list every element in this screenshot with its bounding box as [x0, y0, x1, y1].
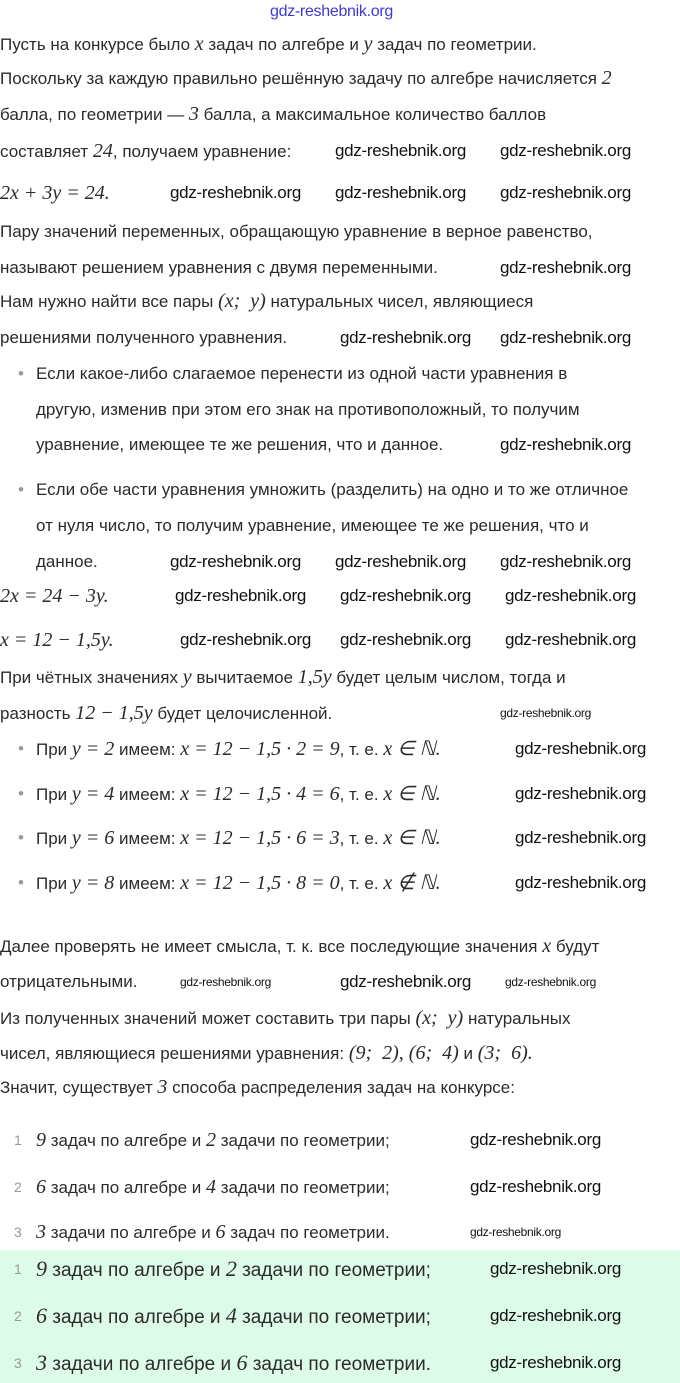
text-segment: задачи по геометрии;: [216, 1131, 390, 1150]
math-expression: 6: [36, 1176, 46, 1198]
text-segment: При: [36, 829, 72, 848]
text-segment: При: [36, 740, 72, 759]
text-segment: натуральных: [463, 1009, 571, 1028]
math-expression: 2x + 3y = 24.: [0, 182, 110, 204]
text-segment: отрицательными.: [0, 972, 138, 991]
watermark: gdz-reshebnik.org: [180, 630, 311, 649]
bullet-icon: •: [18, 828, 24, 847]
text-line: [36, 551, 98, 573]
list-number: 3: [14, 1224, 22, 1240]
math-expression: 6: [36, 1303, 47, 1328]
watermark: gdz-reshebnik.org: [500, 183, 631, 202]
math-expression: 9: [36, 1256, 47, 1281]
text-line: [0, 257, 438, 279]
text-segment: разность: [0, 704, 76, 723]
text-line: [36, 434, 443, 456]
text-segment: задачи по геометрии;: [216, 1178, 390, 1197]
watermark: gdz-reshebnik.org: [515, 739, 646, 758]
watermark: gdz-reshebnik.org: [515, 873, 646, 892]
list-number: 2: [14, 1308, 22, 1324]
text-line: [0, 182, 110, 205]
math-expression: 3: [36, 1221, 46, 1243]
watermark: gdz-reshebnik.org: [500, 706, 591, 720]
list-item: [14, 1350, 431, 1376]
math-expression: y = 4: [71, 783, 115, 805]
watermark: gdz-reshebnik.org: [175, 586, 306, 605]
text-segment: задач по геометрии.: [372, 35, 537, 54]
text-segment: Из полученных значений может составить три пары: [0, 1009, 416, 1028]
math-expression: 6: [236, 1350, 248, 1375]
text-segment: будет целым числом, тогда и: [331, 668, 566, 687]
math-expression: y = 6: [71, 827, 115, 849]
watermark: gdz-reshebnik.org: [335, 183, 466, 202]
math-expression: 3: [157, 1076, 168, 1098]
text-segment: Поскольку за каждую правильно решённую задачу по алгебре начисляется: [0, 69, 602, 88]
text-segment: имеем:: [114, 874, 181, 893]
watermark: gdz-reshebnik.org: [490, 1353, 621, 1372]
text-segment: будут: [551, 937, 600, 956]
math-expression: x: [194, 33, 204, 55]
text-segment: будет целочисленной.: [152, 704, 333, 723]
watermark: gdz-reshebnik.org: [170, 183, 301, 202]
list-item: [14, 1303, 431, 1329]
text-segment: составляет: [0, 142, 93, 161]
math-expression: 2: [206, 1129, 216, 1151]
text-segment: Значит, существует: [0, 1078, 158, 1097]
bullet-icon: •: [18, 873, 24, 892]
list-item: [14, 1221, 390, 1244]
bullet-icon: •: [18, 480, 24, 499]
watermark: gdz-reshebnik.org: [515, 828, 646, 847]
text-segment: Пусть на конкурсе было: [0, 35, 195, 54]
text-segment: вычитаемое: [191, 668, 298, 687]
math-expression: 6: [215, 1221, 226, 1243]
text-line: [0, 327, 287, 349]
math-expression: 4: [206, 1176, 216, 1198]
text-segment: имеем:: [114, 829, 181, 848]
list-item: [14, 1129, 390, 1152]
text-segment: чисел, являющиеся решениями уравнения:: [0, 1044, 349, 1063]
text-segment: При: [36, 785, 72, 804]
text-segment: , т. е.: [339, 740, 384, 759]
watermark: gdz-reshebnik.org: [170, 552, 301, 571]
bullet-icon: •: [18, 784, 24, 803]
math-expression: (x; y): [415, 1007, 464, 1029]
math-expression: y: [363, 33, 373, 55]
watermark: gdz-reshebnik.org: [340, 630, 471, 649]
math-expression: 2x = 24 − 3y.: [0, 585, 109, 607]
text-line: [0, 666, 566, 689]
text-segment: Если какое-либо слагаемое перенести из одной части уравнения в: [36, 364, 568, 383]
text-segment: задачи по алгебре и: [46, 1223, 216, 1242]
watermark: gdz-reshebnik.org: [500, 552, 631, 571]
text-line: [0, 33, 537, 56]
text-segment: Пару значений переменных, обращающую уравнение в верное равенство,: [0, 222, 593, 241]
bullet-item: [18, 827, 441, 850]
math-expression: 3: [36, 1350, 47, 1375]
list-number: 1: [14, 1261, 22, 1277]
watermark: gdz-reshebnik.org: [505, 975, 596, 989]
math-expression: 3: [188, 103, 199, 125]
list-number: 1: [14, 1132, 22, 1148]
list-item: [14, 1256, 431, 1282]
watermark: gdz-reshebnik.org: [490, 1306, 621, 1325]
watermark: gdz-reshebnik.org: [340, 328, 471, 347]
text-line: [36, 515, 589, 537]
watermark: gdz-reshebnik.org: [470, 1225, 561, 1239]
math-expression: 12 − 1,5y: [75, 702, 153, 724]
math-expression: (x; y): [218, 290, 266, 312]
text-segment: Далее проверять не имеет смысла, т. к. все последующие значения: [0, 937, 543, 956]
text-line: [0, 1076, 515, 1099]
watermark: gdz-reshebnik.org: [335, 552, 466, 571]
text-segment: задачи по геометрии;: [236, 1307, 431, 1328]
text-segment: задачи по геометрии;: [236, 1260, 431, 1281]
watermark: gdz-reshebnik.org: [500, 258, 631, 277]
text-segment: При: [36, 874, 72, 893]
watermark: gdz-reshebnik.org: [500, 435, 631, 454]
watermark: gdz-reshebnik.org: [500, 328, 631, 347]
math-expression: x = 12 − 1,5y.: [0, 629, 114, 651]
text-segment: задачи по алгебре и: [47, 1354, 237, 1375]
bullet-item: [18, 363, 568, 385]
text-segment: задач по геометрии.: [225, 1223, 390, 1242]
math-expression: y: [182, 666, 192, 688]
text-segment: задач по алгебре и: [47, 1260, 226, 1281]
math-expression: 9: [36, 1129, 46, 1151]
text-segment: другую, изменив при этом его знак на противоположный, то получим: [36, 400, 580, 419]
text-line: [0, 1042, 533, 1065]
text-line: [0, 585, 109, 608]
math-expression: (3; 6).: [477, 1042, 533, 1064]
math-expression: (9; 2), (6; 4): [348, 1042, 459, 1064]
watermark: gdz-reshebnik.org: [340, 972, 471, 991]
text-segment: задач по алгебре и: [46, 1178, 206, 1197]
watermark: gdz-reshebnik.org: [505, 586, 636, 605]
text-segment: , т. е.: [339, 874, 384, 893]
bullet-item: [18, 783, 441, 806]
list-item: [14, 1176, 390, 1199]
text-line: [0, 629, 114, 652]
math-expression: y = 2: [71, 738, 115, 760]
text-line: [0, 1007, 571, 1030]
text-segment: задач по алгебре и: [47, 1307, 226, 1328]
watermark: gdz-reshebnik.org: [490, 1259, 621, 1278]
text-line: [0, 702, 332, 725]
text-segment: Нам нужно найти все пары: [0, 292, 219, 311]
math-expression: 1,5y: [297, 666, 332, 688]
watermark: gdz-reshebnik.org: [340, 586, 471, 605]
math-expression: x = 12 − 1,5 · 8 = 0: [180, 872, 340, 894]
text-line: [0, 935, 599, 958]
math-expression: x = 12 − 1,5 · 4 = 6: [180, 783, 340, 805]
math-expression: x = 12 − 1,5 · 2 = 9: [180, 738, 340, 760]
text-segment: задач по геометрии.: [247, 1354, 431, 1375]
text-segment: уравнение, имеющее те же решения, что и данное.: [36, 435, 444, 454]
text-segment: При чётных значениях: [0, 668, 183, 687]
math-expression: 24: [92, 140, 113, 162]
text-segment: , т. е.: [339, 829, 384, 848]
text-line: [36, 399, 580, 421]
bullet-icon: •: [18, 364, 24, 383]
text-segment: задач по алгебре и: [46, 1131, 206, 1150]
text-segment: от нуля число, то получим уравнение, имеющее те же решения, что и: [36, 516, 589, 535]
text-line: [0, 67, 612, 90]
text-segment: Если обе части уравнения умножить (разделить) на одно и то же отличное: [36, 480, 629, 499]
watermark: gdz-reshebnik.org: [335, 141, 466, 160]
watermark: gdz-reshebnik.org: [500, 141, 631, 160]
bullet-item: [18, 479, 629, 501]
bullet-item: [18, 872, 441, 895]
watermark: gdz-reshebnik.org: [515, 784, 646, 803]
list-number: 2: [14, 1179, 22, 1195]
watermark: gdz-reshebnik.org: [470, 1130, 601, 1149]
text-segment: способа распределения задач на конкурсе:: [167, 1078, 515, 1097]
text-segment: балла, а максимальное количество баллов: [198, 105, 547, 124]
watermark: gdz-reshebnik.org: [470, 1177, 601, 1196]
text-line: [0, 221, 593, 243]
text-segment: , т. е.: [339, 785, 384, 804]
math-expression: x ∉ ℕ.: [383, 872, 441, 894]
text-line: [0, 140, 291, 163]
math-expression: x = 12 − 1,5 · 6 = 3: [180, 827, 340, 849]
math-expression: x ∈ ℕ.: [383, 783, 441, 805]
text-line: [0, 290, 533, 313]
text-segment: имеем:: [114, 785, 181, 804]
math-expression: y = 8: [71, 872, 115, 894]
bullet-icon: •: [18, 739, 24, 758]
text-segment: и: [458, 1044, 478, 1063]
watermark: gdz-reshebnik.org: [180, 975, 271, 989]
math-expression: 4: [225, 1303, 237, 1328]
text-segment: решениями полученного уравнения.: [0, 328, 288, 347]
text-line: [0, 971, 137, 993]
watermark: gdz-reshebnik.org: [270, 3, 393, 20]
math-expression: 2: [601, 67, 612, 89]
math-expression: x: [542, 935, 552, 957]
text-segment: , получаем уравнение:: [112, 142, 292, 161]
text-segment: балла, по геометрии —: [0, 105, 189, 124]
text-segment: натуральных чисел, являющиеся: [265, 292, 534, 311]
text-segment: данное.: [36, 552, 98, 571]
text-segment: называют решением уравнения с двумя переменными.: [0, 258, 438, 277]
math-expression: 2: [225, 1256, 237, 1281]
text-segment: задач по алгебре и: [203, 35, 364, 54]
watermark: gdz-reshebnik.org: [505, 630, 636, 649]
text-line: [0, 103, 546, 126]
list-number: 3: [14, 1355, 22, 1371]
bullet-item: [18, 738, 441, 761]
math-expression: x ∈ ℕ.: [383, 827, 441, 849]
text-segment: имеем:: [114, 740, 181, 759]
math-expression: x ∈ ℕ.: [383, 738, 441, 760]
